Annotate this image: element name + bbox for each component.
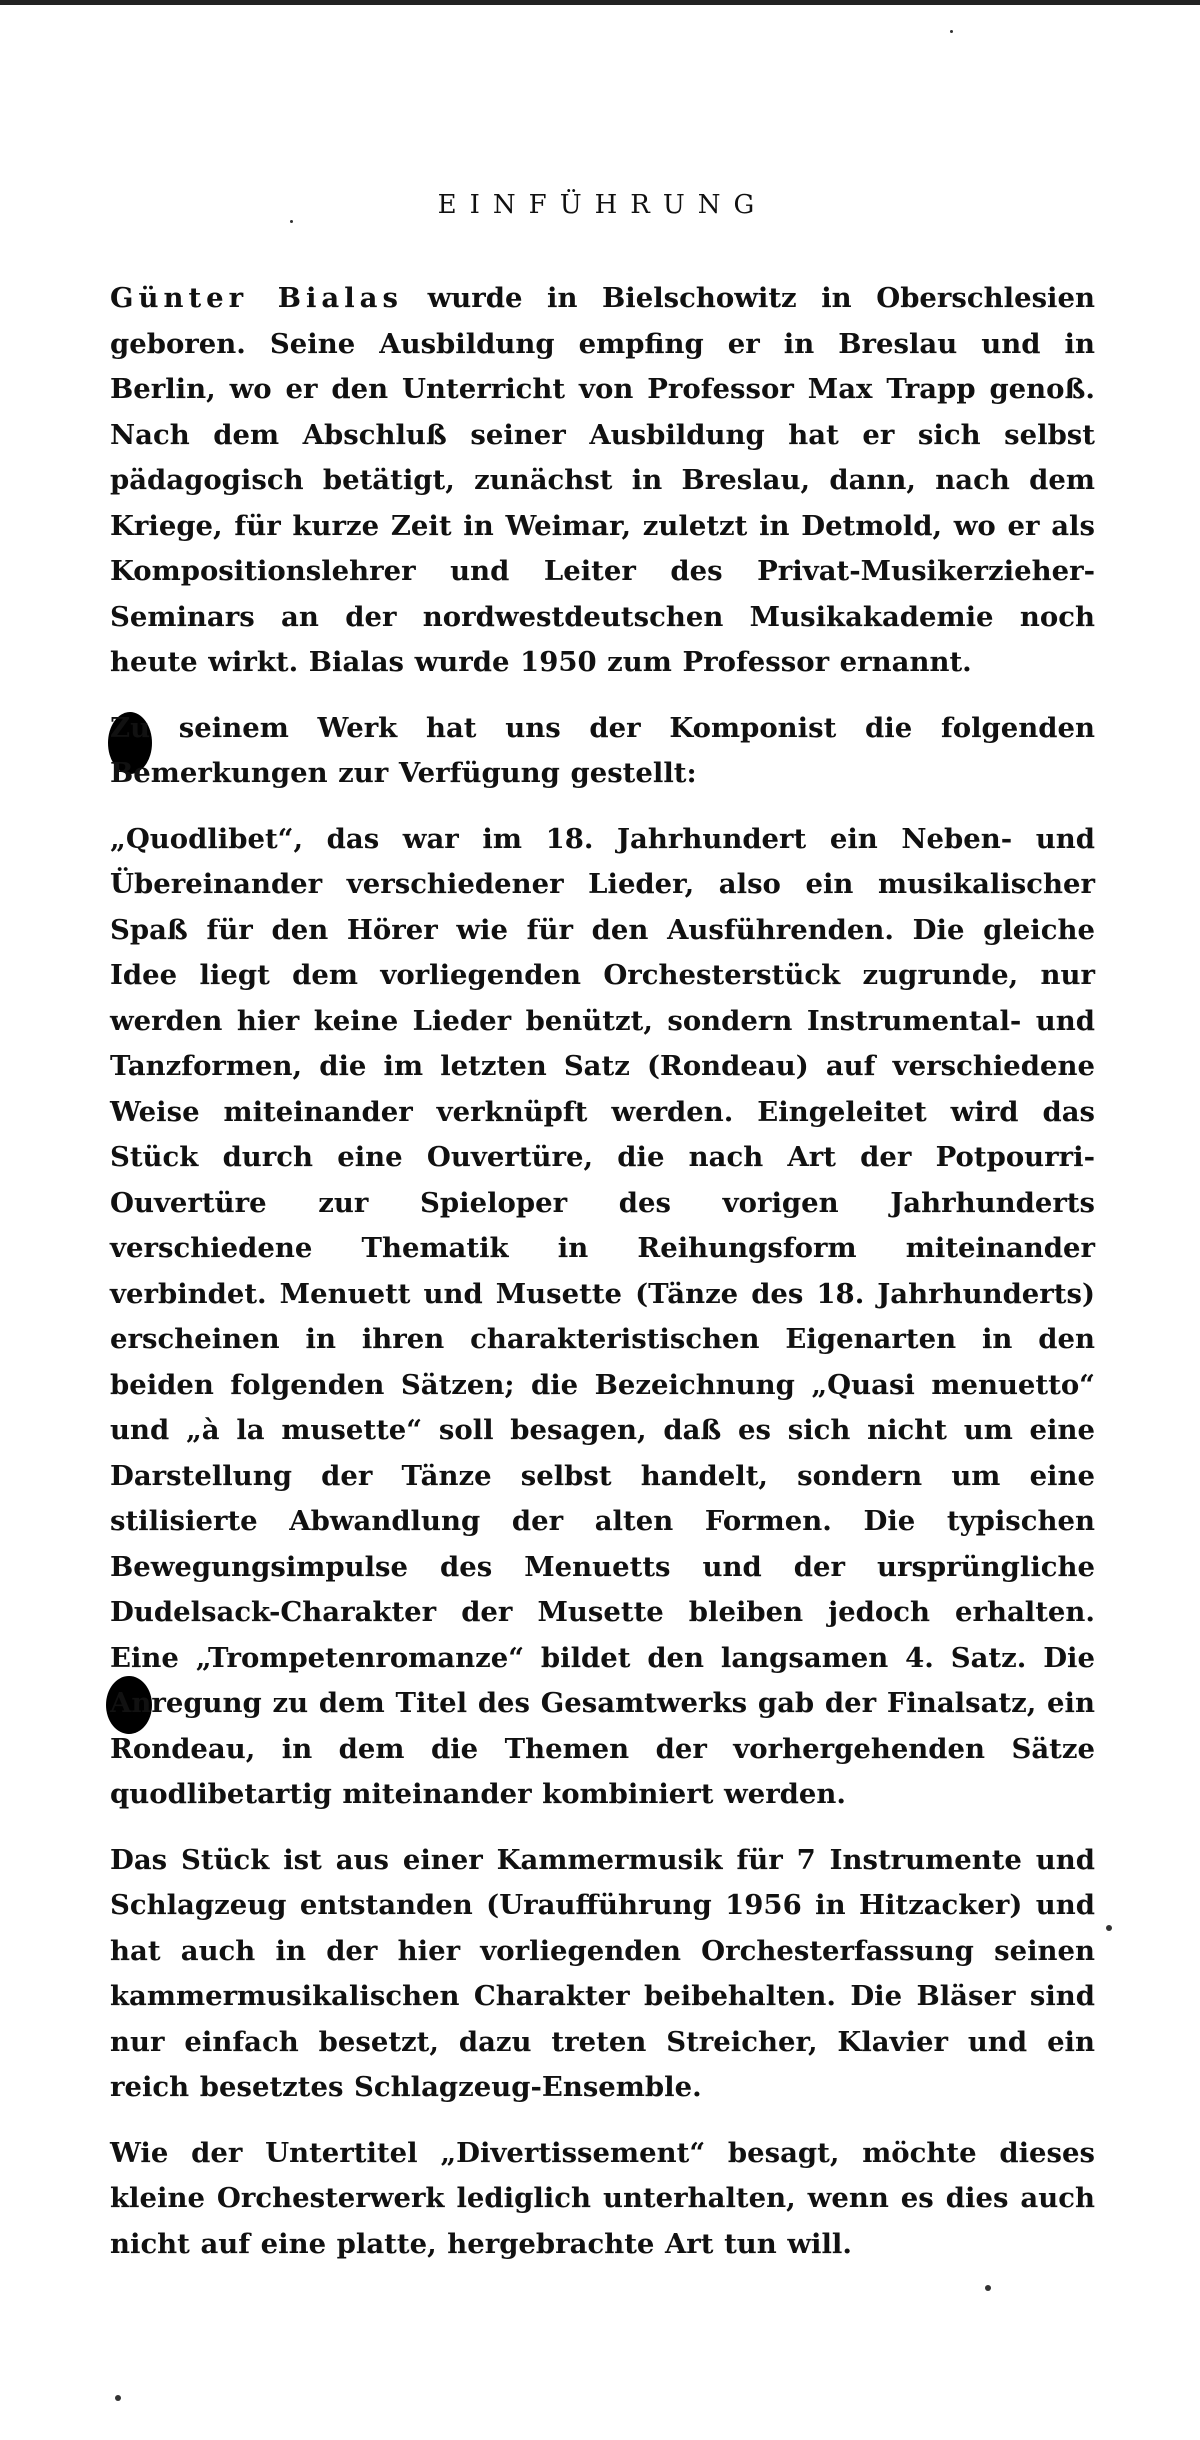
scan-speck — [115, 2395, 121, 2401]
document-page — [110, 190, 1095, 2287]
paragraph-quodlibet: „Quodlibet“, das war im 18. Jahrhundert ein Neben- und Übereinander verschiedener Lieder, also ein musikalischer Spaß für den Hörer wie für den Ausführenden. Die gleiche Idee liegt dem vorliegenden Orchesterstück zugrunde, nur werden hier keine Lieder benützt, sondern Instrumental- und Tanzformen, die im letzten Satz (Rondeau) auf verschiedene Weise miteinander verknüpft werden. Eingeleitet wird das Stück durch eine Ouvertüre, die nach Art der Potpourri-Ouvertüre zur Spieloper des vorigen Jahrhunderts verschiedene Thematik in Reihungsform miteinander verbindet. Menuett und Musette (Tänze des 18. Jahrhunderts) erscheinen in ihren charakteristischen Eigenarten in den beiden folgenden Sätzen; die Bezeichnung „Quasi menuetto“ und „à la musette“ soll besagen, daß es sich nicht um eine Darstellung der Tänze selbst handelt, sondern um eine stilisierte Abwandlung der alten Formen. Die typischen Bewegungsimpulse des Menuetts und der ursprüngliche Dudelsack-Charakter der Musette bleiben jedoch erhalten. Eine „Trompetenromanze“ bildet den langsamen 4. Satz. Die Anregung zu dem Titel des Gesamtwerks gab der Finalsatz, ein Rondeau, in dem die Themen der vorhergehenden Sätze quodlibetartig miteinander kombiniert werden. — [110, 822, 1095, 1810]
paragraph-divertissement: Wie der Untertitel „Divertissement“ besagt, möchte dieses kleine Orchesterwerk lediglich unterhalten, wenn es dies auch nicht auf eine platte, hergebrachte Art tun will. — [110, 2136, 1095, 2260]
scan-speck — [1106, 1925, 1112, 1931]
paragraph-text: wurde in Bielschowitz in Oberschlesien geboren. Seine Ausbildung empfing er in Breslau und in Berlin, wo er den Unterricht von Professor Max Trapp genoß. Nach dem Abschluß seiner Ausbildung hat er sich selbst pädagogisch betätigt, zunächst in Breslau, dann, nach dem Kriege, für kurze Zeit in Weimar, zuletzt in Detmold, wo er als Kompositionslehrer und Leiter des Privat-Musikerzieher-Seminars an der nordwestdeutschen Musikakademie noch heute wirkt. Bialas wurde 1950 zum Professor ernannt. — [110, 282, 1095, 678]
scan-speck — [950, 30, 953, 33]
paragraph-intro-remarks: Zu seinem Werk hat uns der Komponist die folgenden Bemerkungen zur Verfügung gestellt: — [110, 711, 1095, 789]
paragraph-instrumentation: Das Stück ist aus einer Kammermusik für 7 Instrumente und Schlagzeug entstanden (Uraufführung 1956 in Hitzacker) und hat auch in der hier vorliegenden Orchesterfassung seinen kammermusikalischen Charakter beibehalten. Die Bläser sind nur einfach besetzt, dazu treten Streicher, Klavier und ein reich besetztes Schlagzeug-Ensemble. — [110, 1843, 1095, 2103]
scan-top-edge — [0, 0, 1200, 5]
page-title: EINFÜHRUNG — [437, 190, 768, 220]
paragraph-biography — [110, 276, 1095, 686]
author-name: Günter Bialas — [110, 282, 403, 314]
